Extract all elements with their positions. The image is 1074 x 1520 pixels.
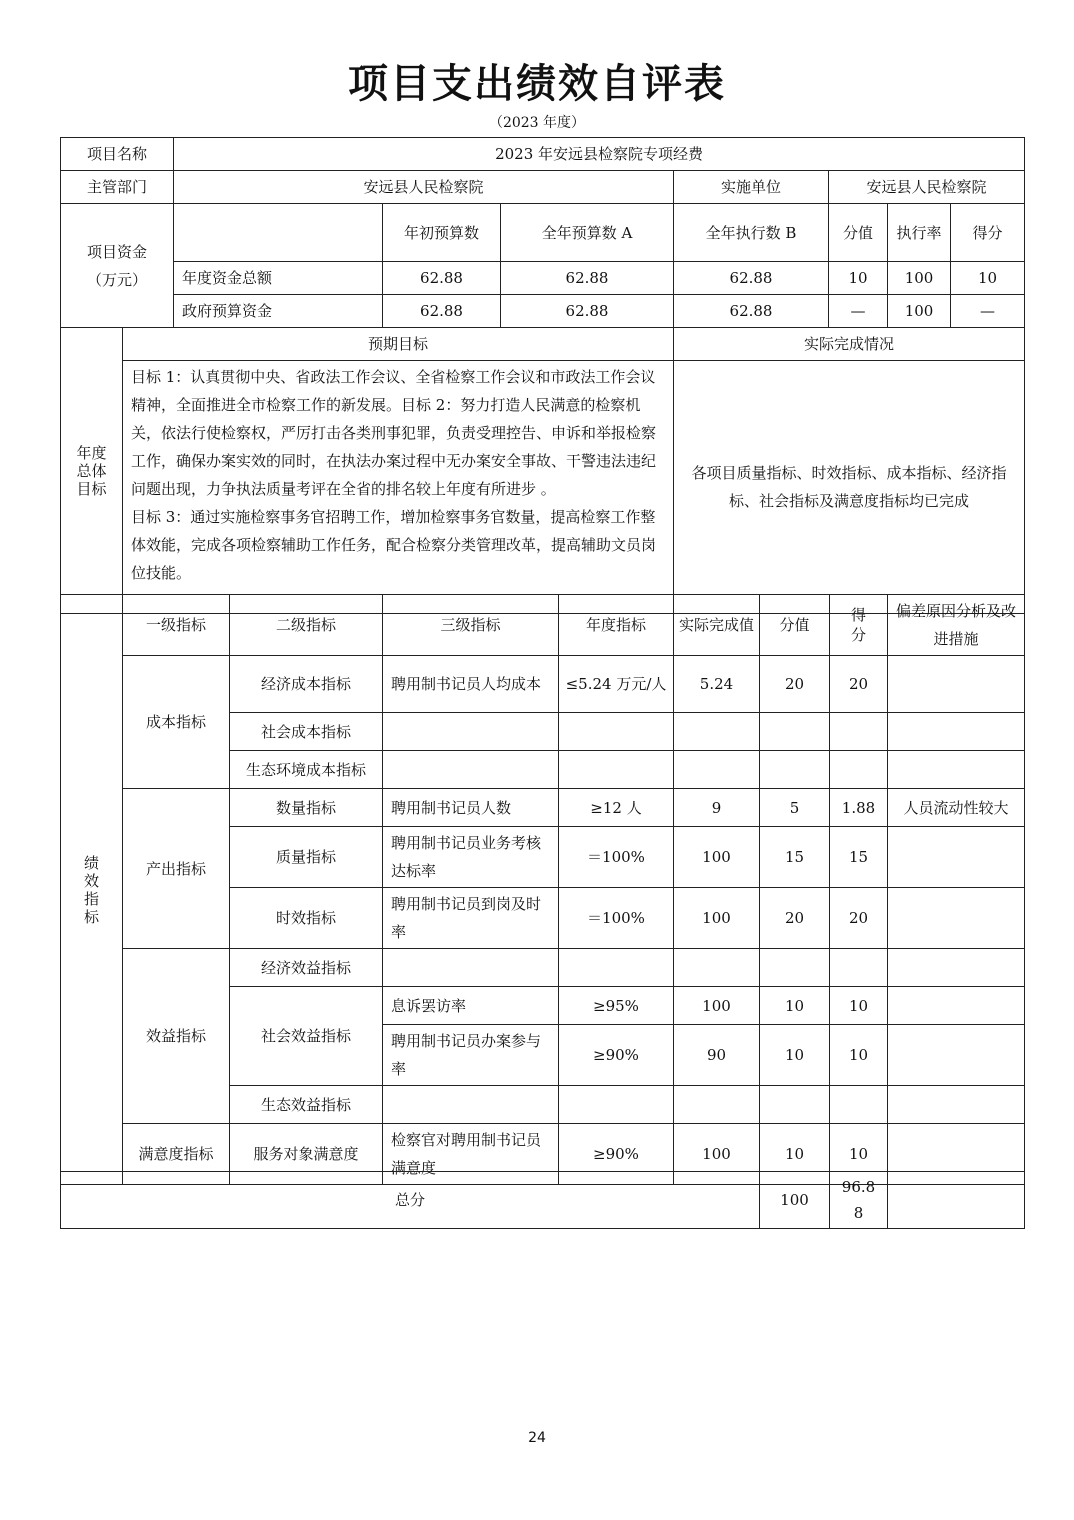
benefit-social-name: 社会效益指标 xyxy=(230,987,383,1086)
dept-label: 主管部门 xyxy=(61,171,174,204)
funds-row-score: 10 xyxy=(951,262,1025,295)
benefit-social-score-value-1: 10 xyxy=(760,987,830,1025)
output-timeliness-score-value: 20 xyxy=(760,888,830,949)
funds-header-initial: 年初预算数 xyxy=(383,204,501,262)
output-quality-target: ＝100% xyxy=(559,827,674,888)
performance-table xyxy=(60,594,1025,1185)
output-timeliness-name: 时效指标 xyxy=(230,888,383,949)
goals-expected-paragraph-2: 目标 3：通过实施检察事务官招聘工作，增加检察事务官数量，提高检察工作整体效能，完成各项检察辅助工作任务，配合检察分类管理改革，提高辅助文员岗位技能。 xyxy=(131,508,657,582)
year-label: （2023 年度） xyxy=(488,115,586,131)
goals-expected-text xyxy=(123,361,674,614)
benefit-social-score-2: 10 xyxy=(830,1025,888,1086)
perf-label xyxy=(61,595,123,1185)
output-quality-item: 聘用制书记员业务考核达标率 xyxy=(383,827,559,888)
cost-econ-reason xyxy=(888,656,1025,713)
funds-row-name: 政府预算资金 xyxy=(174,295,383,328)
funds-row-exec: 62.88 xyxy=(674,295,829,328)
project-info-table xyxy=(60,137,1025,614)
benefit-social-target-1: ≥95% xyxy=(559,987,674,1025)
cost-social-name: 社会成本指标 xyxy=(230,713,383,751)
funds-row-annual: 62.88 xyxy=(501,295,674,328)
output-quantity-score-value: 5 xyxy=(760,789,830,827)
benefit-social-item-1: 息诉罢访率 xyxy=(383,987,559,1025)
benefit-social-score-value-2: 10 xyxy=(760,1025,830,1086)
dept-value: 安远县人民检察院 xyxy=(174,171,674,204)
total-score-value: 100 xyxy=(760,1172,830,1229)
cost-econ-name: 经济成本指标 xyxy=(230,656,383,713)
funds-row-annual: 62.88 xyxy=(501,262,674,295)
funds-header-exec: 全年执行数 B xyxy=(674,204,829,262)
page-title: 项目支出绩效自评表 xyxy=(348,61,726,107)
perf-header-score-value: 分值 xyxy=(760,595,830,656)
funds-row-initial: 62.88 xyxy=(383,262,501,295)
funds-label-line-2: （万元） xyxy=(87,270,148,289)
impl-label: 实施单位 xyxy=(674,171,829,204)
goals-actual-text: 各项目质量指标、时效指标、成本指标、经济指标、社会指标及满意度指标均已完成 xyxy=(674,361,1025,614)
satisfaction-name: 服务对象满意度 xyxy=(230,1124,383,1185)
satisfaction-actual: 100 xyxy=(674,1124,760,1185)
satisfaction-score-value: 10 xyxy=(760,1124,830,1185)
cost-label: 成本指标 xyxy=(123,656,230,789)
cost-econ-item: 聘用制书记员人均成本 xyxy=(383,656,559,713)
funds-label xyxy=(61,204,174,328)
funds-header-score: 得分 xyxy=(951,204,1025,262)
output-label: 产出指标 xyxy=(123,789,230,949)
perf-header-level1: 一级指标 xyxy=(123,595,230,656)
perf-header-reason: 偏差原因分析及改进措施 xyxy=(888,595,1025,656)
output-quantity-item: 聘用制书记员人数 xyxy=(383,789,559,827)
benefit-social-actual-1: 100 xyxy=(674,987,760,1025)
funds-row-rate: 100 xyxy=(888,295,951,328)
goals-label-text: 年度总体目标 xyxy=(76,443,107,498)
perf-label-text: 绩效指标 xyxy=(83,853,99,926)
output-timeliness-item: 聘用制书记员到岗及时率 xyxy=(383,888,559,949)
output-quantity-actual: 9 xyxy=(674,789,760,827)
cost-econ-actual: 5.24 xyxy=(674,656,760,713)
funds-header-score-value: 分值 xyxy=(829,204,888,262)
goals-expected-header: 预期目标 xyxy=(123,328,674,361)
perf-header-target: 年度指标 xyxy=(559,595,674,656)
perf-header-level3: 三级指标 xyxy=(383,595,559,656)
funds-row-name: 年度资金总额 xyxy=(174,262,383,295)
output-quantity-reason: 人员流动性较大 xyxy=(888,789,1025,827)
funds-header-blank xyxy=(174,204,383,262)
satisfaction-label: 满意度指标 xyxy=(123,1124,230,1185)
funds-header-annual: 全年预算数 A xyxy=(501,204,674,262)
benefit-label: 效益指标 xyxy=(123,949,230,1124)
output-quantity-score: 1.88 xyxy=(830,789,888,827)
benefit-econ-name: 经济效益指标 xyxy=(230,949,383,987)
project-name-value: 2023 年安远县检察院专项经费 xyxy=(174,138,1025,171)
cost-econ-score: 20 xyxy=(830,656,888,713)
benefit-social-item-2: 聘用制书记员办案参与率 xyxy=(383,1025,559,1086)
total-table xyxy=(60,1171,1025,1229)
funds-row-rate: 100 xyxy=(888,262,951,295)
funds-row-exec: 62.88 xyxy=(674,262,829,295)
impl-value: 安远县人民检察院 xyxy=(829,171,1025,204)
perf-header-score-text: 得分 xyxy=(850,606,866,644)
output-quality-score: 15 xyxy=(830,827,888,888)
goals-actual-header: 实际完成情况 xyxy=(674,328,1025,361)
satisfaction-score: 10 xyxy=(830,1124,888,1185)
page-number: 24 xyxy=(528,1430,546,1446)
output-timeliness-target: ＝100% xyxy=(559,888,674,949)
benefit-social-score-1: 10 xyxy=(830,987,888,1025)
output-quality-name: 质量指标 xyxy=(230,827,383,888)
cost-econ-score-value: 20 xyxy=(760,656,830,713)
benefit-social-target-2: ≥90% xyxy=(559,1025,674,1086)
satisfaction-item: 检察官对聘用制书记员满意度 xyxy=(383,1124,559,1185)
perf-header-score xyxy=(830,595,888,656)
funds-row-initial: 62.88 xyxy=(383,295,501,328)
goals-expected-paragraph-1: 目标 1：认真贯彻中央、省政法工作会议、全省检察工作会议和市政法工作会议精神，全面推进全市检察工作的新发展。目标 2：努力打造人民满意的检察机关，依法行使检察权，严厉打击各类刑事犯罪，负责受理控告、申诉和举报检察工作，确保办案实效的同时，在执法办案过程中无办案安全事故、干警违法违纪问题出现，力争执法质量考评在全省的排名较上年度有所进步 。 xyxy=(131,368,657,498)
funds-row-score-value: — xyxy=(829,295,888,328)
satisfaction-target: ≥90% xyxy=(559,1124,674,1185)
output-quality-actual: 100 xyxy=(674,827,760,888)
benefit-eco-name: 生态效益指标 xyxy=(230,1086,383,1124)
funds-row-score: — xyxy=(951,295,1025,328)
project-name-label: 项目名称 xyxy=(61,138,174,171)
benefit-social-actual-2: 90 xyxy=(674,1025,760,1086)
funds-header-rate: 执行率 xyxy=(888,204,951,262)
total-reason xyxy=(888,1172,1025,1229)
goals-label xyxy=(61,328,123,614)
total-score-text: 96.88 xyxy=(841,1178,876,1222)
output-quantity-target: ≥12 人 xyxy=(559,789,674,827)
output-quality-score-value: 15 xyxy=(760,827,830,888)
cost-econ-target: ≤5.24 万元/人 xyxy=(559,656,674,713)
perf-header-level2: 二级指标 xyxy=(230,595,383,656)
funds-row-score-value: 10 xyxy=(829,262,888,295)
perf-header-actual: 实际完成值 xyxy=(674,595,760,656)
total-score xyxy=(830,1172,888,1229)
output-timeliness-actual: 100 xyxy=(674,888,760,949)
output-timeliness-score: 20 xyxy=(830,888,888,949)
total-label: 总分 xyxy=(61,1172,760,1229)
output-quantity-name: 数量指标 xyxy=(230,789,383,827)
cost-eco-name: 生态环境成本指标 xyxy=(230,751,383,789)
funds-label-line-1: 项目资金 xyxy=(87,242,148,261)
